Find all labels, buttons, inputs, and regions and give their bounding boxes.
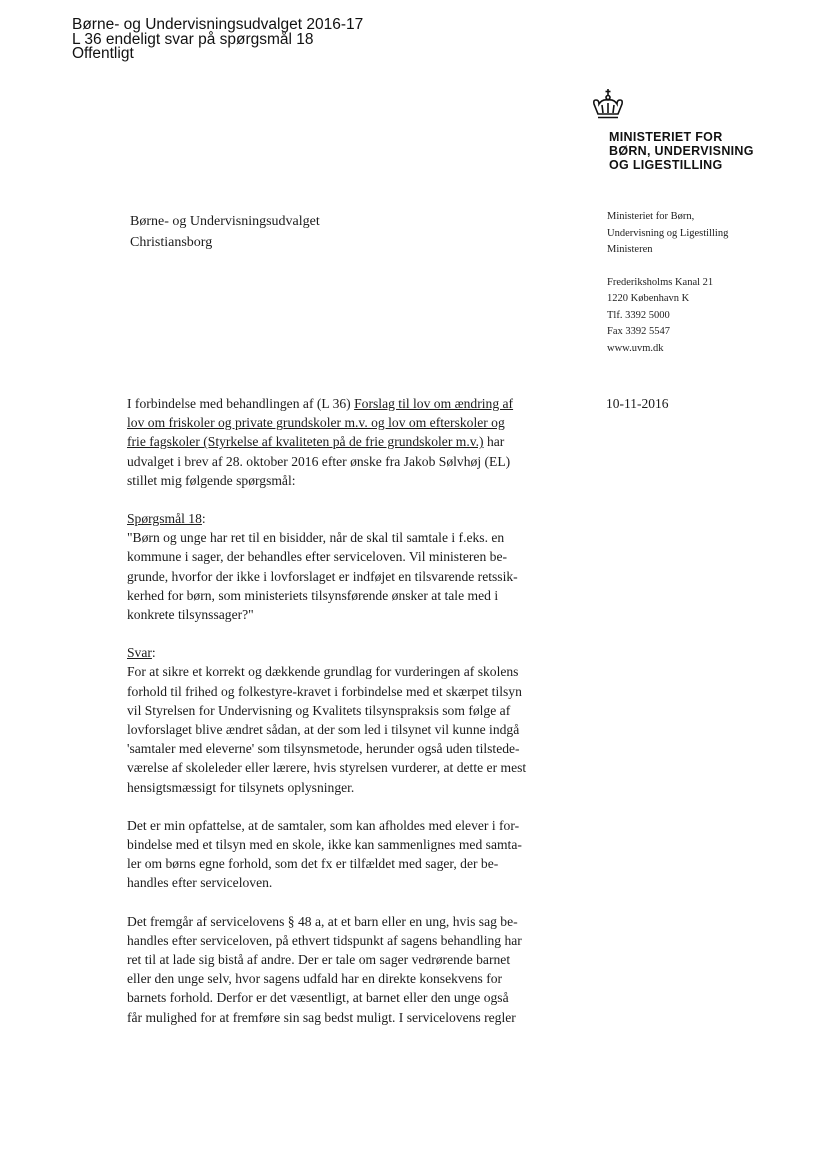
bill-title-line-3: frie fagskoler (Styrkelse af kvaliteten på de frie grundskoler m.v.) xyxy=(127,434,484,450)
answer-line: Det er min opfattelse, at de samtaler, som kan afholdes med elever i for- xyxy=(127,817,520,833)
answer-line: lovforslaget blive ændret sådan, at der som led i tilsynet vil kunne indgå xyxy=(127,722,520,738)
intro-paragraph xyxy=(127,394,557,490)
answer-heading-colon: : xyxy=(151,645,156,661)
sender-city: 1220 København K xyxy=(607,293,690,304)
question-line: "Børn og unge har ret til en bisidder, når de skal til samtale i f.eks. en xyxy=(127,530,505,546)
sender-name-1: Ministeriet for Børn, xyxy=(607,211,695,222)
question-heading: Spørgsmål 18 xyxy=(127,511,202,527)
answer-line: Det fremgår af servicelovens § 48 a, at et barn eller en ung, hvis sag be- xyxy=(127,913,518,929)
answer-line: forhold til frihed og folkestyre-kravet i forbindelse med et skærpet tilsyn xyxy=(127,683,522,699)
letter-date: 10-11-2016 xyxy=(606,396,669,411)
sender-street: Frederiksholms Kanal 21 xyxy=(607,276,714,288)
answer-paragraph-2 xyxy=(127,816,557,893)
sender-phone: Tlf. 3392 5000 xyxy=(607,309,670,321)
intro-line-4: udvalget i brev af 28. oktober 2016 efter ønske fra Jakob Sølvhøj (EL) xyxy=(127,453,511,469)
answer-line: handles efter serviceloven, på ethvert tidspunkt af sagens behandling har xyxy=(127,932,522,948)
answer-line: hensigtsmæssigt for tilsynets oplysninger. xyxy=(127,779,355,795)
stamp-status: Offentligt xyxy=(72,45,134,62)
question-line: konkrete tilsynssager?" xyxy=(127,607,254,623)
sender-title: Ministeren xyxy=(607,244,653,255)
answer-line: barnets forhold. Derfor er det væsentligt, at barnet eller den unge også xyxy=(127,990,509,1006)
sender-website: www.uvm.dk xyxy=(607,342,664,354)
letter-body xyxy=(127,394,557,1027)
answer-line: For at sikre et korrekt og dækkende grundlag for vurderingen af skolens xyxy=(127,664,519,680)
answer-line: vil Styrelsen for Undervisning og Kvalitets tilsynspraksis som følge af xyxy=(127,702,511,718)
answer-line: ler om børns egne forhold, som det fx er tilfældet med sager, der be- xyxy=(127,856,499,872)
answer-line: får mulighed for at fremføre sin sag bedst muligt. I servicelovens regler xyxy=(127,1009,516,1025)
answer-line: eller den unge selv, hvor sagens udfald har en direkte konsekvens for xyxy=(127,971,503,987)
intro-text: I forbindelse med behandlingen af (L 36) xyxy=(127,396,355,411)
intro-text: har xyxy=(483,434,505,450)
crown-logo-icon xyxy=(590,88,626,122)
sender-name-2: Undervisning og Ligestilling xyxy=(607,227,729,239)
question-section xyxy=(127,509,557,624)
bill-title-link: Forslag til lov om ændring af xyxy=(354,396,514,411)
ministry-name xyxy=(609,130,754,172)
question-line: kerhed for børn, som ministeriets tilsynsførende ønsker at tale med i xyxy=(127,587,499,603)
answer-line: handles efter serviceloven. xyxy=(127,875,273,891)
answer-line: 'samtaler med eleverne' som tilsynsmetode, herunder også uden tilstede- xyxy=(127,741,520,757)
recipient-location: Christiansborg xyxy=(130,235,213,250)
answer-line: ret til at lade sig bistå af andre. Der er tale om sager vedrørende barnet xyxy=(127,952,511,968)
ministry-line-1: MINISTERIET FOR xyxy=(609,130,723,144)
intro-line-5: stillet mig følgende spørgsmål: xyxy=(127,472,296,488)
sender-fax: Fax 3392 5547 xyxy=(607,326,670,337)
document-stamp xyxy=(72,18,363,62)
question-line: kommune i sager, der behandles efter serviceloven. Vil ministeren be- xyxy=(127,549,508,565)
stamp-committee: Børne- og Undervisningsudvalget 2016-17 xyxy=(72,16,364,33)
ministry-line-3: OG LIGESTILLING xyxy=(609,158,723,172)
sender-address xyxy=(607,209,728,357)
ministry-line-2: BØRN, UNDERVISNING xyxy=(609,144,754,158)
question-line: grunde, hvorfor der ikke i lovforslaget er indføjet en tilsvarende retssik- xyxy=(127,568,518,584)
recipient-address xyxy=(130,211,320,253)
answer-paragraph-3 xyxy=(127,912,557,1027)
bill-title-line-2: lov om friskoler og private grundskoler m.v. og lov om efterskoler og xyxy=(127,415,505,431)
answer-line: værelse af skoleleder eller lærere, hvis styrelsen vurderer, at dette er mest xyxy=(127,760,527,776)
stamp-reference: L 36 endeligt svar på spørgsmål 18 xyxy=(72,30,314,48)
answer-heading: Svar xyxy=(127,645,152,661)
answer-line: bindelse med et tilsyn med en skole, ikke kan sammenlignes med samta- xyxy=(127,837,522,853)
recipient-name: Børne- og Undervisningsudvalget xyxy=(130,214,320,229)
question-heading-colon: : xyxy=(201,511,206,527)
answer-section xyxy=(127,643,557,797)
